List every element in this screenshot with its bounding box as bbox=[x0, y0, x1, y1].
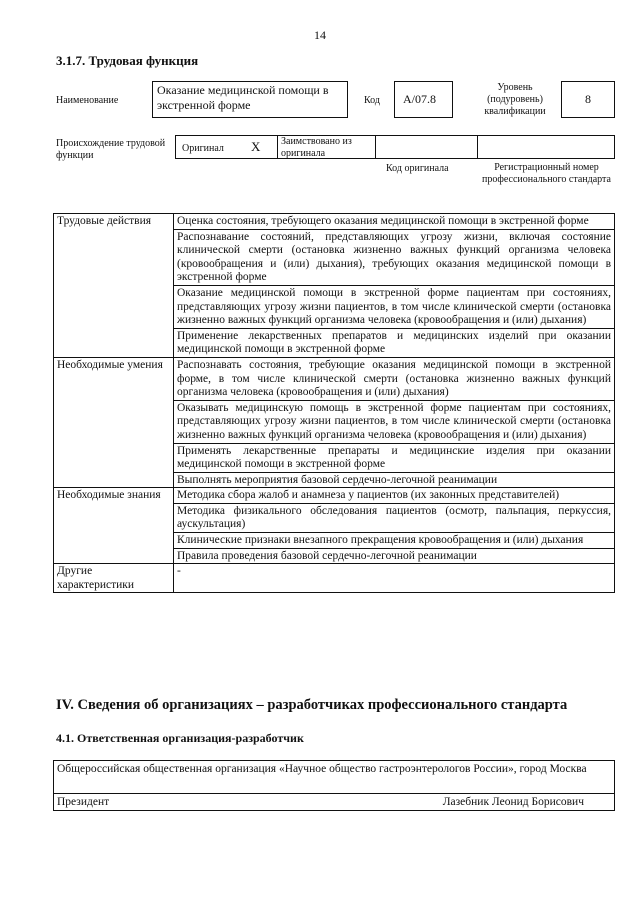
organization-name: Общероссийская общественная организация «Научное общество гастроэнтерологов России», город Москва bbox=[54, 761, 615, 794]
page-number: 14 bbox=[314, 28, 326, 42]
competency-table bbox=[53, 213, 615, 593]
row-group-label: Необходимые умения bbox=[54, 357, 174, 487]
section-title: 3.1.7. Трудовая функция bbox=[56, 53, 199, 68]
row-group-label: Трудовые действия bbox=[54, 214, 174, 358]
table-row bbox=[54, 214, 615, 230]
organization-position: Президент bbox=[54, 794, 195, 811]
name-value: Оказание медицинской помощи в экстренной форме bbox=[157, 83, 329, 112]
origin-box bbox=[175, 135, 615, 159]
level-label: Уровень (подуровень) квалификации bbox=[484, 82, 546, 117]
code-label: Код bbox=[364, 95, 380, 106]
code-value: A/07.8 bbox=[403, 92, 436, 106]
table-cell-text: - bbox=[174, 564, 615, 593]
table-row bbox=[54, 357, 615, 400]
table-row bbox=[54, 488, 615, 504]
table-cell-text: Выполнять мероприятия базовой сердечно-легочной реанимации bbox=[174, 472, 615, 488]
table-row bbox=[54, 564, 615, 593]
original-code-label: Код оригинала bbox=[386, 163, 449, 174]
table-cell-text: Методика сбора жалоб и анамнеза у пациентов (их законных представителей) bbox=[174, 488, 615, 504]
table-cell-text: Клинические признаки внезапного прекращения кровообращения и (или) дыхания bbox=[174, 533, 615, 549]
level-value: 8 bbox=[585, 92, 591, 106]
table-cell-text: Распознавать состояния, требующие оказания медицинской помощи в экстренной форме, в том числе клинической смерти (остановка жизненно важных функций организма человека (кровообращения и (или) дыхания) bbox=[174, 357, 615, 400]
table-cell-text: Применять лекарственные препараты и медицинские изделия при оказании медицинской помощи в экстренной форме bbox=[174, 443, 615, 472]
original-label: Оригинал bbox=[182, 143, 224, 154]
code-value-box bbox=[394, 81, 453, 118]
organization-person: Лазебник Леонид Борисович bbox=[194, 794, 614, 811]
original-mark: X bbox=[251, 139, 261, 154]
name-value-box bbox=[152, 81, 348, 118]
president-row bbox=[54, 794, 615, 811]
table-cell-text: Оценка состояния, требующего оказания медицинской помощи в экстренной форме bbox=[174, 214, 615, 230]
origin-divider-3 bbox=[477, 135, 478, 159]
table-cell-text: Правила проведения базовой сердечно-легочной реанимации bbox=[174, 548, 615, 564]
table-cell-text: Распознавание состояний, представляющих угрозу жизни, включая состояние клинической смерти (остановка жизненно важных функций организма человека (кровообращения и (или) дыхания), требующих оказания медицинской помощи в экстренной форме bbox=[174, 229, 615, 285]
origin-divider-1 bbox=[277, 135, 278, 159]
origin-divider-2 bbox=[375, 135, 376, 159]
reg-number-label: Регистрационный номер профессионального стандарта bbox=[482, 162, 611, 185]
table-cell-text: Применение лекарственных препаратов и медицинских изделий при оказании медицинской помощи в экстренной форме bbox=[174, 328, 615, 357]
table-cell-text: Оказывать медицинскую помощь в экстренной форме пациентам при состояниях, представляющих угрозу жизни пациентов, в том числе клинической смерти (остановка жизненно важных функций организма человека (кровообращения и (или) дыхания) bbox=[174, 400, 615, 443]
row-group-label: Другие характеристики bbox=[54, 564, 174, 593]
level-value-box bbox=[561, 81, 615, 118]
section-41-title: 4.1. Ответственная организация-разработчик bbox=[56, 731, 304, 745]
origin-label: Происхождение трудовой функции bbox=[56, 138, 166, 161]
name-label: Наименование bbox=[56, 95, 119, 106]
borrowed-label: Заимствовано из оригинала bbox=[281, 136, 352, 159]
organization-row bbox=[54, 761, 615, 794]
table-cell-text: Оказание медицинской помощи в экстренной форме пациентам при состояниях, представляющих угрозу жизни пациентов, в том числе клинической смерти (остановка жизненно важных функций организма человека (кровообращения и (или) дыхания) bbox=[174, 285, 615, 328]
section-iv-title: IV. Сведения об организациях – разработчиках профессионального стандарта bbox=[56, 697, 568, 713]
organization-table bbox=[53, 760, 615, 811]
table-cell-text: Методика физикального обследования пациентов (осмотр, пальпация, перкуссия, аускультация) bbox=[174, 503, 615, 532]
row-group-label: Необходимые знания bbox=[54, 488, 174, 564]
